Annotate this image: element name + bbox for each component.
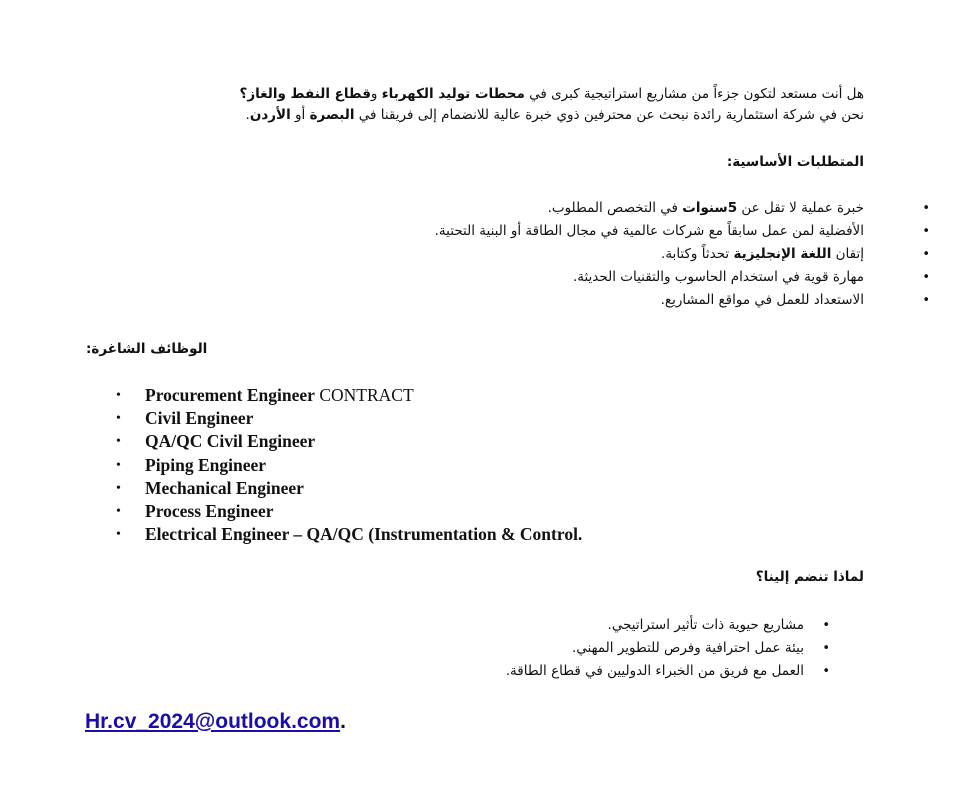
intro-text [104, 84, 864, 126]
list-item [116, 407, 582, 430]
contact-email [85, 710, 346, 734]
intro-text-part: و [370, 86, 382, 102]
req-bold: اللغة الإنجليزية [733, 246, 832, 262]
why-join-list [164, 615, 830, 684]
why-text: العمل مع فريق من الخبراء الدوليين في قطاع الطاقة. [505, 663, 804, 679]
why-text: بيئة عمل احترافية وفرص للتطوير المهني. [572, 640, 804, 656]
req-text: مهارة قوية في استخدام الحاسوب والتقنيات الحديثة. [572, 269, 864, 285]
intro-text-part: أو [290, 107, 310, 123]
bullet-icon: • [922, 224, 930, 239]
bullet-icon: • [116, 434, 121, 450]
job-title: Process Engineer [145, 501, 274, 522]
bullet-icon: • [822, 641, 830, 656]
req-text: الاستعداد للعمل في مواقع المشاريع. [660, 292, 864, 308]
bullet-icon: • [922, 247, 930, 262]
list-item [116, 500, 582, 523]
req-bold: 5سنوات [682, 200, 738, 216]
job-title: Electrical Engineer – QA/QC (Instrumentation & Control. [145, 524, 583, 545]
list-item [116, 477, 582, 500]
list-item [164, 267, 930, 290]
requirements-heading: المتطلبات الأساسية: [726, 154, 864, 170]
job-title: Piping Engineer [145, 454, 267, 475]
intro-text-part: . [245, 107, 250, 123]
bullet-icon: • [116, 504, 121, 520]
bullet-icon: • [922, 201, 930, 216]
intro-bold-jordan: الأردن [249, 107, 291, 123]
intro-text-part: هل أنت مستعد لتكون جزءاً من مشاريع استراتيجية كبرى في [524, 86, 864, 102]
req-text: خبرة عملية لا تقل عن [737, 200, 864, 216]
requirements-list [164, 198, 930, 313]
list-item [164, 244, 930, 267]
job-title: Procurement Engineer [145, 385, 315, 405]
list-item [164, 198, 930, 221]
bullet-icon: • [822, 618, 830, 633]
email-period: . [340, 710, 346, 733]
jobs-heading: الوظائف الشاغرة: [86, 341, 208, 357]
bullet-icon: • [922, 270, 930, 285]
why-join-heading: لماذا تنضم إلينا؟ [755, 569, 864, 585]
bullet-icon: • [116, 457, 121, 473]
bullet-icon: • [116, 527, 121, 543]
intro-line-1 [104, 84, 864, 105]
list-item [164, 290, 930, 313]
bullet-icon: • [116, 388, 121, 403]
req-text: تحدثاً وكتابة. [661, 246, 734, 262]
list-item [116, 430, 582, 453]
intro-bold-power-plants: محطات توليد الكهرباء [381, 86, 525, 102]
email-link[interactable]: Hr.cv_2024@outlook.com [85, 710, 341, 733]
list-item [164, 221, 930, 244]
req-text: الأفضلية لمن عمل سابقاً مع شركات عالمية في مجال الطاقة أو البنية التحتية. [434, 223, 864, 239]
list-item [164, 638, 830, 661]
job-note: CONTRACT [314, 385, 414, 405]
jobs-list [116, 384, 582, 546]
bullet-icon: • [922, 293, 930, 308]
intro-text-part: نحن في شركة استثمارية رائدة نبحث عن محترفين ذوي خبرة عالية للانضمام إلى فريقنا في [354, 107, 864, 123]
job-title: Mechanical Engineer [145, 477, 304, 498]
bullet-icon: • [116, 480, 121, 496]
bullet-icon: • [116, 411, 121, 427]
req-text: إتقان [831, 246, 864, 262]
job-title: Civil Engineer [145, 408, 254, 429]
list-item [164, 661, 830, 684]
intro-bold-oil-gas: قطاع النفط والغاز [247, 86, 371, 102]
bullet-icon: • [822, 664, 830, 679]
why-text: مشاريع حيوية ذات تأثير استراتيجي. [607, 617, 804, 633]
intro-question-mark: ؟ [239, 86, 248, 102]
intro-line-2 [104, 105, 864, 126]
req-text: في التخصص المطلوب. [547, 200, 683, 216]
list-item [116, 384, 582, 407]
job-title: QA/QC Civil Engineer [145, 431, 316, 452]
list-item [116, 523, 582, 546]
list-item [116, 454, 582, 477]
intro-bold-basra: البصرة [309, 107, 355, 123]
list-item [164, 615, 830, 638]
